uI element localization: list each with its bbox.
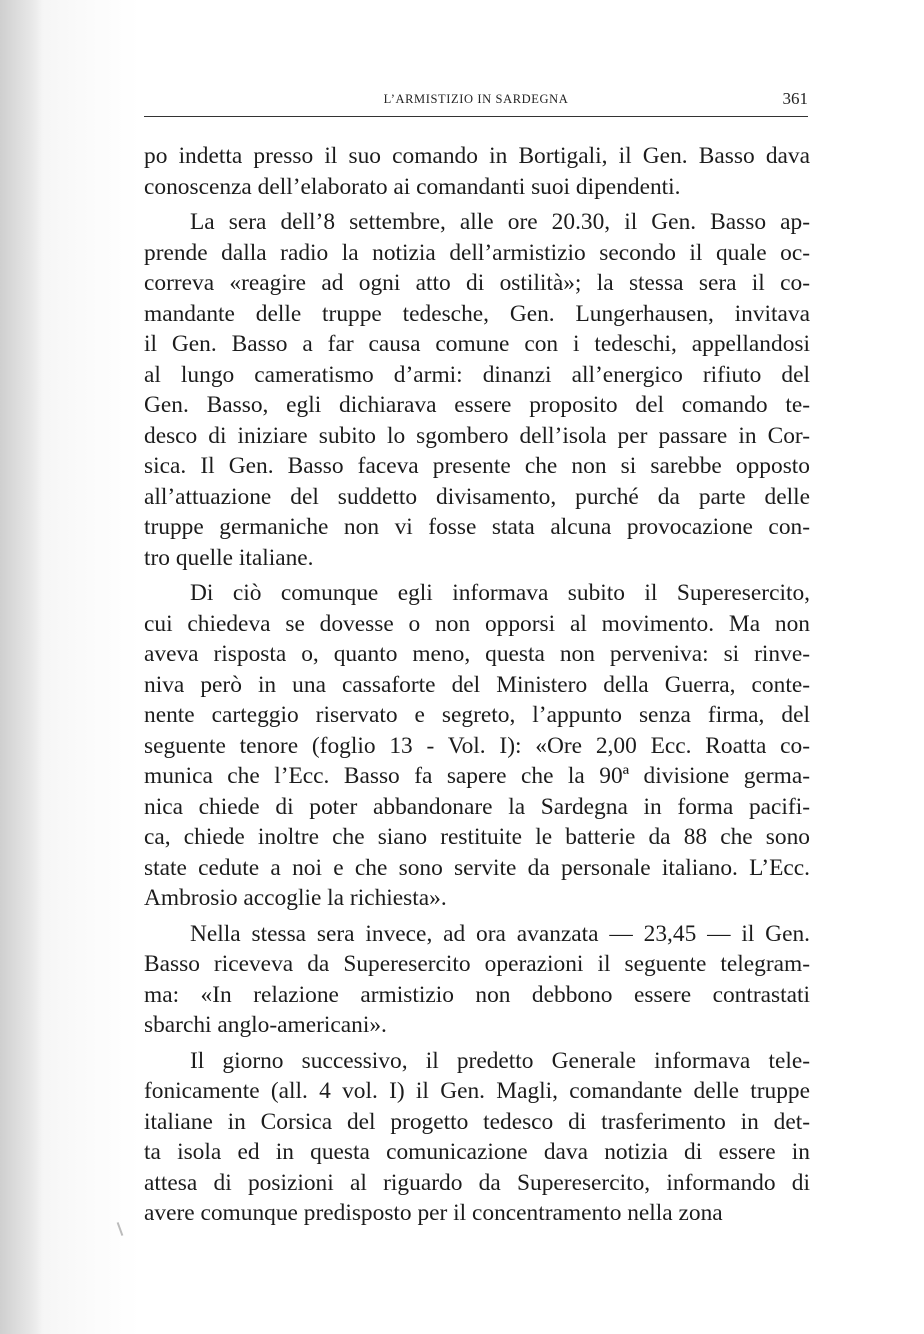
text-line: avere comunque predisposto per il concentramento nella zona — [144, 1200, 723, 1226]
text-line: mandante delle truppe tedesche, Gen. Lungerhausen, invitava — [144, 300, 810, 327]
text-line: tro quelle italiane. — [144, 544, 314, 571]
text-line: Il giorno successivo, il predetto Generale informava tele- — [190, 1047, 810, 1074]
text-line: il Gen. Basso a far causa comune con i tedeschi, appellandosi — [144, 331, 810, 357]
text-line: La sera dell’8 settembre, alle ore 20.30, il Gen. Basso ap- — [190, 209, 810, 235]
running-head: L’ARMISTIZIO IN SARDEGNA — [383, 92, 569, 106]
text-line: nica chiede di poter abbandonare la Sardegna in forma pacifi- — [144, 793, 810, 820]
text-line: cui chiedeva se dovesse o non opporsi al movimento. Ma non — [144, 610, 810, 637]
paragraph — [144, 919, 810, 1041]
paragraph — [144, 1046, 810, 1229]
paragraph — [144, 578, 810, 914]
text-line: desco di iniziare subito lo sgombero dell’isola per passare in Cor- — [144, 422, 810, 449]
page-gutter-shadow — [0, 0, 42, 1334]
text-line: attesa di posizioni al riguardo da Superesercito, informando di — [144, 1169, 810, 1196]
body-text — [144, 141, 810, 1234]
paragraph — [144, 141, 810, 202]
text-line: conoscenza dell’elaborato ai comandanti suoi dipendenti. — [144, 173, 681, 200]
text-line: sbarchi anglo-americani». — [144, 1012, 387, 1038]
text-line: Ambrosio accoglie la richiesta». — [144, 885, 447, 911]
text-line: fonicamente (all. 4 vol. I) il Gen. Magli, comandante delle truppe — [144, 1078, 810, 1104]
text-line: truppe germaniche non vi fosse stata alcuna provocazione con- — [144, 514, 810, 540]
text-line: Basso riceveva da Superesercito operazioni il seguente telegram- — [144, 951, 810, 977]
text-line: italiane in Corsica del progetto tedesco di trasferimento in det- — [144, 1108, 810, 1135]
text-line: ma: «In relazione armistizio non debbono essere contrastati — [144, 981, 810, 1008]
text-line: correva «reagire ad ogni atto di ostilità»; la stessa sera il co- — [144, 270, 810, 296]
page-header — [144, 90, 808, 117]
text-line: nente carteggio riservato e segreto, l’appunto senza firma, del — [144, 702, 810, 728]
text-line: prende dalla radio la notizia dell’armistizio secondo il quale oc- — [144, 239, 810, 266]
text-line: al lungo cameratismo d’armi: dinanzi all’energico rifiuto del — [144, 361, 810, 388]
text-line: aveva risposta o, quanto meno, questa non perveniva: si rinve- — [144, 641, 810, 667]
text-line: ca, chiede inoltre che siano restituite le batterie da 88 che sono — [144, 824, 810, 850]
text-line: seguente tenore (foglio 13 - Vol. I): «Ore 2,00 Ecc. Roatta co- — [144, 732, 810, 759]
paragraph — [144, 207, 810, 573]
page-number: 361 — [782, 89, 808, 108]
text-line: Di ciò comunque egli informava subito il Superesercito, — [190, 580, 810, 606]
text-line: sica. Il Gen. Basso faceva presente che non si sarebbe opposto — [144, 453, 810, 479]
text-line: Gen. Basso, egli dichiarava essere proposito del comando te- — [144, 392, 810, 418]
text-line: Nella stessa sera invece, ad ora avanzata — 23,45 — il Gen. — [190, 920, 810, 947]
scan-mark — [117, 1222, 124, 1236]
text-line: state cedute a noi e che sono servite da personale italiano. L’Ecc. — [144, 854, 810, 881]
text-line: po indetta presso il suo comando in Bortigali, il Gen. Basso dava — [144, 143, 810, 169]
text-line: niva però in una cassaforte del Ministero della Guerra, conte- — [144, 671, 810, 698]
text-line: ta isola ed in questa comunicazione dava notizia di essere in — [144, 1139, 810, 1165]
text-line: all’attuazione del suddetto divisamento, purché da parte delle — [144, 483, 810, 510]
text-line: munica che l’Ecc. Basso fa sapere che la 90ª divisione germa- — [144, 763, 810, 789]
